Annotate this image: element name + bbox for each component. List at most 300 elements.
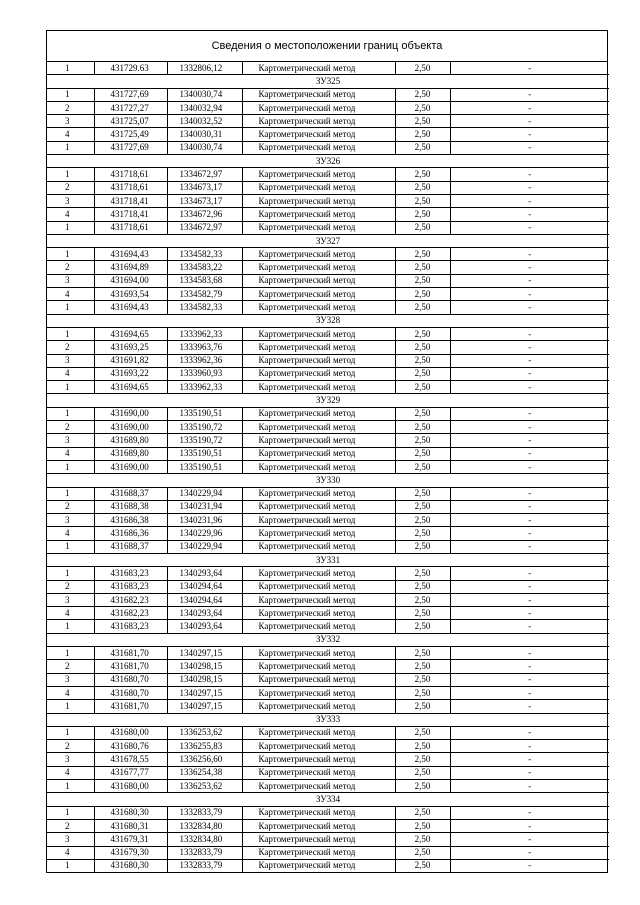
- point-number: 1: [47, 141, 94, 154]
- coordinate-x: 431678,55: [94, 753, 167, 766]
- coordinate-x: 431688,38: [94, 500, 167, 513]
- point-row: [47, 327, 609, 340]
- parcel-label: ЗУ326: [47, 155, 609, 168]
- method-cell: Картометрический метод: [242, 248, 395, 261]
- point-row: [47, 128, 609, 141]
- coordinate-y: 1332833,79: [167, 846, 242, 859]
- point-row: [47, 367, 609, 380]
- precision-cell: 2,50: [395, 859, 450, 872]
- point-number: 1: [47, 88, 94, 101]
- method-cell: Картометрический метод: [242, 753, 395, 766]
- coordinate-x: 431688,37: [94, 487, 167, 500]
- method-cell: Картометрический метод: [242, 208, 395, 221]
- precision-cell: 2,50: [395, 700, 450, 713]
- note-cell: -: [450, 859, 609, 872]
- point-number: 4: [47, 208, 94, 221]
- coordinate-x: 431682,23: [94, 607, 167, 620]
- coordinate-x: 431718,41: [94, 194, 167, 207]
- method-cell: Картометрический метод: [242, 806, 395, 819]
- parcel-header-row: [47, 75, 609, 88]
- point-number: 4: [47, 527, 94, 540]
- precision-cell: 2,50: [395, 341, 450, 354]
- point-row: [47, 806, 609, 819]
- method-cell: Картометрический метод: [242, 780, 395, 793]
- parcel-header-row: [47, 793, 609, 806]
- point-row: [47, 660, 609, 673]
- coordinate-y: 1335190,51: [167, 447, 242, 460]
- point-row: [47, 354, 609, 367]
- method-cell: Картометрический метод: [242, 434, 395, 447]
- coordinate-x: 431689,80: [94, 434, 167, 447]
- point-row: [47, 487, 609, 500]
- parcel-header-row: [47, 314, 609, 327]
- precision-cell: 2,50: [395, 806, 450, 819]
- precision-cell: 2,50: [395, 686, 450, 699]
- note-cell: -: [450, 274, 609, 287]
- coordinate-y: 1336255,83: [167, 740, 242, 753]
- parcel-label: ЗУ330: [47, 474, 609, 487]
- point-number: 2: [47, 740, 94, 753]
- note-cell: -: [450, 460, 609, 473]
- coordinate-y: 1340294,64: [167, 580, 242, 593]
- precision-cell: 2,50: [395, 593, 450, 606]
- note-cell: -: [450, 607, 609, 620]
- point-number: 4: [47, 846, 94, 859]
- method-cell: Картометрический метод: [242, 327, 395, 340]
- method-cell: Картометрический метод: [242, 647, 395, 660]
- precision-cell: 2,50: [395, 434, 450, 447]
- note-cell: -: [450, 101, 609, 114]
- precision-cell: 2,50: [395, 168, 450, 181]
- point-row: [47, 567, 609, 580]
- coordinate-x: 431679,31: [94, 833, 167, 846]
- method-cell: Картометрический метод: [242, 88, 395, 101]
- coordinate-x: 431694,00: [94, 274, 167, 287]
- point-number: 2: [47, 421, 94, 434]
- precision-cell: 2,50: [395, 367, 450, 380]
- method-cell: Картометрический метод: [242, 514, 395, 527]
- point-row: [47, 607, 609, 620]
- precision-cell: 2,50: [395, 487, 450, 500]
- point-row: [47, 859, 609, 872]
- coordinate-y: 1334583,68: [167, 274, 242, 287]
- coordinate-x: 431680,30: [94, 806, 167, 819]
- coordinate-x: 431693,54: [94, 288, 167, 301]
- point-number: 1: [47, 859, 94, 872]
- note-cell: -: [450, 341, 609, 354]
- precision-cell: 2,50: [395, 141, 450, 154]
- precision-cell: 2,50: [395, 514, 450, 527]
- precision-cell: 2,50: [395, 248, 450, 261]
- note-cell: -: [450, 88, 609, 101]
- method-cell: Картометрический метод: [242, 141, 395, 154]
- point-row: [47, 221, 609, 234]
- coordinate-x: 431681,70: [94, 700, 167, 713]
- precision-cell: 2,50: [395, 527, 450, 540]
- coordinate-y: 1340032,94: [167, 101, 242, 114]
- method-cell: Картометрический метод: [242, 261, 395, 274]
- note-cell: -: [450, 726, 609, 739]
- coordinate-y: 1340229,96: [167, 527, 242, 540]
- method-cell: Картометрический метод: [242, 673, 395, 686]
- method-cell: Картометрический метод: [242, 62, 395, 75]
- point-number: 1: [47, 248, 94, 261]
- coordinate-x: 431680,70: [94, 673, 167, 686]
- precision-cell: 2,50: [395, 115, 450, 128]
- point-number: 1: [47, 647, 94, 660]
- point-row: [47, 540, 609, 553]
- precision-cell: 2,50: [395, 846, 450, 859]
- note-cell: -: [450, 660, 609, 673]
- note-cell: -: [450, 500, 609, 513]
- precision-cell: 2,50: [395, 660, 450, 673]
- method-cell: Картометрический метод: [242, 274, 395, 287]
- point-number: 1: [47, 780, 94, 793]
- point-number: 1: [47, 381, 94, 394]
- point-row: [47, 620, 609, 633]
- precision-cell: 2,50: [395, 381, 450, 394]
- coordinate-y: 1333962,33: [167, 381, 242, 394]
- note-cell: -: [450, 487, 609, 500]
- note-cell: -: [450, 128, 609, 141]
- coordinate-y: 1340297,15: [167, 700, 242, 713]
- boundaries-table-sheet: [46, 30, 608, 873]
- note-cell: -: [450, 367, 609, 380]
- precision-cell: 2,50: [395, 221, 450, 234]
- point-row: [47, 194, 609, 207]
- note-cell: -: [450, 819, 609, 832]
- point-number: 2: [47, 341, 94, 354]
- coordinate-y: 1340032,52: [167, 115, 242, 128]
- method-cell: Картометрический метод: [242, 288, 395, 301]
- coordinate-y: 1340293,64: [167, 567, 242, 580]
- point-number: 2: [47, 181, 94, 194]
- method-cell: Картометрический метод: [242, 580, 395, 593]
- coordinate-x: 431693,22: [94, 367, 167, 380]
- coordinate-y: 1336253,62: [167, 726, 242, 739]
- point-row: [47, 766, 609, 779]
- point-row: [47, 381, 609, 394]
- precision-cell: 2,50: [395, 647, 450, 660]
- point-number: 3: [47, 115, 94, 128]
- precision-cell: 2,50: [395, 540, 450, 553]
- coordinates-table-body: [47, 62, 609, 872]
- note-cell: -: [450, 673, 609, 686]
- parcel-label: ЗУ328: [47, 314, 609, 327]
- point-row: [47, 141, 609, 154]
- point-row: [47, 261, 609, 274]
- parcel-header-row: [47, 155, 609, 168]
- point-number: 3: [47, 194, 94, 207]
- point-number: 2: [47, 580, 94, 593]
- point-row: [47, 208, 609, 221]
- method-cell: Картометрический метод: [242, 527, 395, 540]
- coordinate-x: 431686,36: [94, 527, 167, 540]
- note-cell: -: [450, 700, 609, 713]
- precision-cell: 2,50: [395, 261, 450, 274]
- precision-cell: 2,50: [395, 181, 450, 194]
- precision-cell: 2,50: [395, 407, 450, 420]
- point-number: 4: [47, 607, 94, 620]
- point-row: [47, 341, 609, 354]
- precision-cell: 2,50: [395, 101, 450, 114]
- precision-cell: 2,50: [395, 819, 450, 832]
- method-cell: Картометрический метод: [242, 726, 395, 739]
- note-cell: -: [450, 208, 609, 221]
- point-row: [47, 101, 609, 114]
- note-cell: -: [450, 248, 609, 261]
- method-cell: Картометрический метод: [242, 354, 395, 367]
- method-cell: Картометрический метод: [242, 221, 395, 234]
- coordinate-y: 1334673,17: [167, 194, 242, 207]
- coordinate-y: 1340030,74: [167, 141, 242, 154]
- coordinate-x: 431680,31: [94, 819, 167, 832]
- note-cell: -: [450, 846, 609, 859]
- point-number: 1: [47, 620, 94, 633]
- point-number: 3: [47, 673, 94, 686]
- precision-cell: 2,50: [395, 580, 450, 593]
- method-cell: Картометрический метод: [242, 859, 395, 872]
- precision-cell: 2,50: [395, 274, 450, 287]
- method-cell: Картометрический метод: [242, 194, 395, 207]
- coordinate-x: 431694,43: [94, 301, 167, 314]
- note-cell: -: [450, 221, 609, 234]
- method-cell: Картометрический метод: [242, 447, 395, 460]
- coordinate-y: 1334673,17: [167, 181, 242, 194]
- coordinate-y: 1340030,31: [167, 128, 242, 141]
- precision-cell: 2,50: [395, 208, 450, 221]
- precision-cell: 2,50: [395, 194, 450, 207]
- parcel-header-row: [47, 713, 609, 726]
- method-cell: Картометрический метод: [242, 740, 395, 753]
- parcel-label: ЗУ325: [47, 75, 609, 88]
- precision-cell: 2,50: [395, 500, 450, 513]
- note-cell: -: [450, 381, 609, 394]
- coordinate-x: 431680,70: [94, 686, 167, 699]
- note-cell: -: [450, 327, 609, 340]
- point-row: [47, 527, 609, 540]
- coordinate-y: 1340030,74: [167, 88, 242, 101]
- point-row: [47, 514, 609, 527]
- point-row: [47, 460, 609, 473]
- point-row: [47, 248, 609, 261]
- point-row: [47, 833, 609, 846]
- coordinate-x: 431725,49: [94, 128, 167, 141]
- coordinate-y: 1332833,79: [167, 806, 242, 819]
- coordinate-x: 431727,69: [94, 141, 167, 154]
- point-number: 4: [47, 288, 94, 301]
- point-number: 4: [47, 686, 94, 699]
- method-cell: Картометрический метод: [242, 819, 395, 832]
- point-number: 2: [47, 500, 94, 513]
- method-cell: Картометрический метод: [242, 593, 395, 606]
- coordinate-y: 1334672,97: [167, 168, 242, 181]
- coordinate-x: 431693,25: [94, 341, 167, 354]
- coordinate-y: 1335190,72: [167, 421, 242, 434]
- precision-cell: 2,50: [395, 780, 450, 793]
- coordinate-y: 1334672,97: [167, 221, 242, 234]
- note-cell: -: [450, 62, 609, 75]
- coordinate-y: 1340229,94: [167, 487, 242, 500]
- coordinate-x: 431680,76: [94, 740, 167, 753]
- method-cell: Картометрический метод: [242, 500, 395, 513]
- note-cell: -: [450, 527, 609, 540]
- method-cell: Картометрический метод: [242, 686, 395, 699]
- point-row: [47, 580, 609, 593]
- point-number: 4: [47, 766, 94, 779]
- parcel-header-row: [47, 633, 609, 646]
- coordinate-x: 431690,00: [94, 407, 167, 420]
- coordinate-x: 431729.63: [94, 62, 167, 75]
- point-row: [47, 274, 609, 287]
- point-row: [47, 288, 609, 301]
- point-row: [47, 740, 609, 753]
- point-number: 3: [47, 434, 94, 447]
- note-cell: -: [450, 514, 609, 527]
- method-cell: Картометрический метод: [242, 833, 395, 846]
- point-number: 3: [47, 514, 94, 527]
- point-row: [47, 846, 609, 859]
- coordinate-x: 431718,61: [94, 221, 167, 234]
- point-number: 2: [47, 819, 94, 832]
- note-cell: -: [450, 115, 609, 128]
- precision-cell: 2,50: [395, 766, 450, 779]
- point-row: [47, 819, 609, 832]
- parcel-label: ЗУ333: [47, 713, 609, 726]
- coordinate-y: 1334582,33: [167, 248, 242, 261]
- note-cell: -: [450, 540, 609, 553]
- note-cell: -: [450, 580, 609, 593]
- point-number: 4: [47, 447, 94, 460]
- point-row: [47, 407, 609, 420]
- coordinate-x: 431718,61: [94, 168, 167, 181]
- point-number: 3: [47, 753, 94, 766]
- point-number: 1: [47, 62, 94, 75]
- precision-cell: 2,50: [395, 607, 450, 620]
- coordinate-x: 431694,65: [94, 381, 167, 394]
- coordinate-y: 1340294,64: [167, 593, 242, 606]
- point-number: 1: [47, 301, 94, 314]
- coordinate-y: 1333962,36: [167, 354, 242, 367]
- coordinate-y: 1334582,33: [167, 301, 242, 314]
- method-cell: Картометрический метод: [242, 128, 395, 141]
- point-number: 1: [47, 567, 94, 580]
- table-title: Сведения о местоположении границ объекта: [47, 31, 607, 62]
- method-cell: Картометрический метод: [242, 407, 395, 420]
- point-number: 3: [47, 354, 94, 367]
- precision-cell: 2,50: [395, 620, 450, 633]
- parcel-header-row: [47, 394, 609, 407]
- point-row: [47, 115, 609, 128]
- method-cell: Картометрический метод: [242, 607, 395, 620]
- coordinate-x: 431681,70: [94, 647, 167, 660]
- note-cell: -: [450, 168, 609, 181]
- point-number: 1: [47, 168, 94, 181]
- coordinate-x: 431718,41: [94, 208, 167, 221]
- coordinate-y: 1334583,22: [167, 261, 242, 274]
- point-row: [47, 780, 609, 793]
- coordinate-y: 1333962,33: [167, 327, 242, 340]
- coordinate-x: 431690,00: [94, 421, 167, 434]
- point-number: 1: [47, 726, 94, 739]
- method-cell: Картометрический метод: [242, 567, 395, 580]
- method-cell: Картометрический метод: [242, 115, 395, 128]
- precision-cell: 2,50: [395, 288, 450, 301]
- coordinate-y: 1340298,15: [167, 660, 242, 673]
- coordinate-y: 1340231,96: [167, 514, 242, 527]
- note-cell: -: [450, 740, 609, 753]
- point-number: 4: [47, 367, 94, 380]
- method-cell: Картометрический метод: [242, 341, 395, 354]
- parcel-label: ЗУ329: [47, 394, 609, 407]
- coordinate-x: 431725,07: [94, 115, 167, 128]
- note-cell: -: [450, 434, 609, 447]
- point-row: [47, 726, 609, 739]
- coordinate-y: 1332834,80: [167, 819, 242, 832]
- precision-cell: 2,50: [395, 726, 450, 739]
- precision-cell: 2,50: [395, 833, 450, 846]
- coordinate-y: 1340297,15: [167, 647, 242, 660]
- coordinate-y: 1336254,38: [167, 766, 242, 779]
- method-cell: Картометрический метод: [242, 846, 395, 859]
- parcel-label: ЗУ327: [47, 234, 609, 247]
- parcel-label: ЗУ332: [47, 633, 609, 646]
- note-cell: -: [450, 407, 609, 420]
- coordinate-y: 1333963,76: [167, 341, 242, 354]
- coordinate-y: 1340229,94: [167, 540, 242, 553]
- coordinate-y: 1332806,12: [167, 62, 242, 75]
- point-row: [47, 301, 609, 314]
- method-cell: Картометрический метод: [242, 181, 395, 194]
- point-number: 1: [47, 700, 94, 713]
- parcel-label: ЗУ331: [47, 553, 609, 566]
- point-number: 3: [47, 274, 94, 287]
- precision-cell: 2,50: [395, 673, 450, 686]
- precision-cell: 2,50: [395, 447, 450, 460]
- precision-cell: 2,50: [395, 460, 450, 473]
- coordinate-x: 431683,23: [94, 580, 167, 593]
- coordinate-x: 431680,00: [94, 726, 167, 739]
- method-cell: Картометрический метод: [242, 301, 395, 314]
- point-number: 1: [47, 460, 94, 473]
- note-cell: -: [450, 620, 609, 633]
- precision-cell: 2,50: [395, 128, 450, 141]
- coordinates-table: [47, 62, 609, 872]
- coordinate-y: 1336253,62: [167, 780, 242, 793]
- coordinate-x: 431680,30: [94, 859, 167, 872]
- point-number: 1: [47, 327, 94, 340]
- method-cell: Картометрический метод: [242, 660, 395, 673]
- parcel-header-row: [47, 234, 609, 247]
- coordinate-x: 431677,77: [94, 766, 167, 779]
- coordinate-x: 431689,80: [94, 447, 167, 460]
- point-number: 2: [47, 660, 94, 673]
- precision-cell: 2,50: [395, 421, 450, 434]
- precision-cell: 2,50: [395, 62, 450, 75]
- coordinate-y: 1335190,51: [167, 407, 242, 420]
- coordinate-y: 1340298,15: [167, 673, 242, 686]
- precision-cell: 2,50: [395, 301, 450, 314]
- parcel-header-row: [47, 474, 609, 487]
- coordinate-y: 1340293,64: [167, 620, 242, 633]
- method-cell: Картометрический метод: [242, 700, 395, 713]
- method-cell: Картометрический метод: [242, 487, 395, 500]
- point-row: [47, 647, 609, 660]
- note-cell: -: [450, 181, 609, 194]
- precision-cell: 2,50: [395, 753, 450, 766]
- point-row: [47, 753, 609, 766]
- point-row: [47, 62, 609, 75]
